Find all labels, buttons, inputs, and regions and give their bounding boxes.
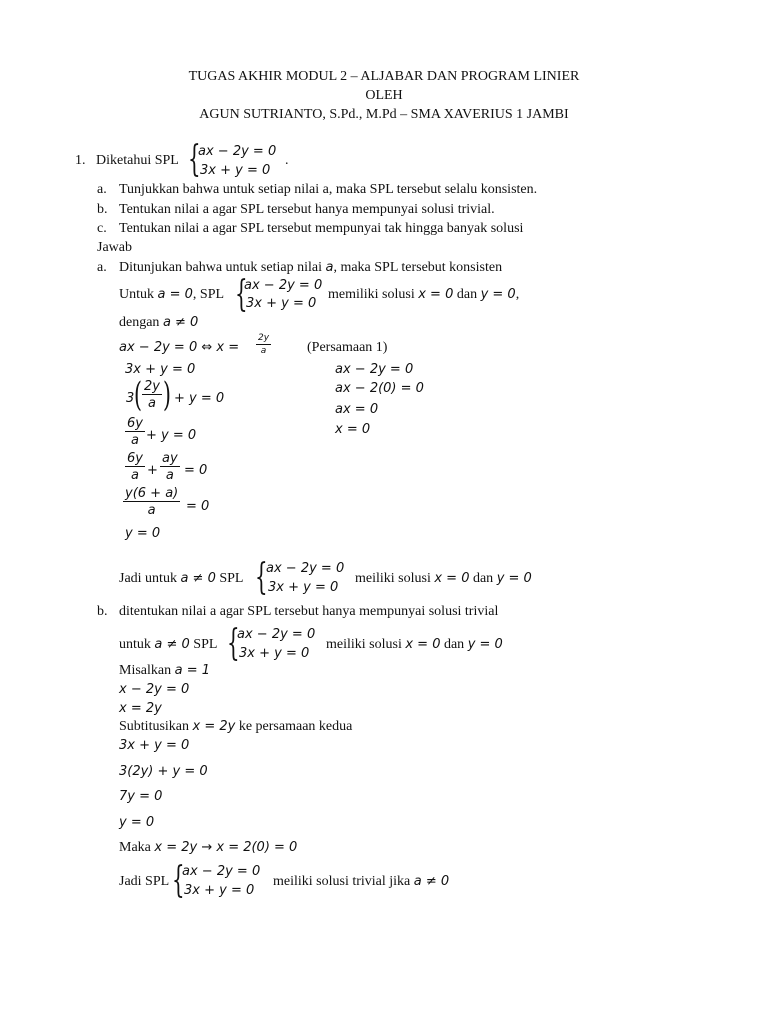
step-5-rest: = 0 (186, 499, 210, 514)
jadi-b-solution: meiliki solusi trivial jika a ≠ 0 (273, 874, 450, 889)
step-4-fraction-2: $\frac{ay}{a}$ (162, 451, 178, 483)
untuk-line: Untuk a = 0, SPL (119, 287, 225, 302)
item-letter: b. (97, 202, 108, 217)
right-paren: ) (163, 375, 171, 415)
step-4-rest: = 0 (184, 463, 208, 478)
jadi-b-line: Jadi SPL (119, 874, 170, 889)
dengan-line: dengan a ≠ 0 (119, 315, 199, 330)
persamaan-label: (Persamaan 1) (307, 340, 388, 355)
title-line-3: AGUN SUTRIANTO, S.Pd., M.Pd – SMA XAVERIUS 1 JAMBI (199, 107, 569, 122)
item-text: Tentukan nilai a agar SPL tersebut mempunyai tak hingga banyak solusi (119, 221, 524, 236)
left-brace: { (255, 557, 268, 598)
item-text: Tentukan nilai a agar SPL tersebut hanya mempunyai solusi trivial. (119, 202, 495, 217)
b-line-5: 7y = 0 (119, 789, 163, 804)
left-brace: { (227, 623, 240, 664)
step-4-plus: + (147, 463, 158, 478)
part-b-heading: ditentukan nilai a agar SPL tersebut hanya mempunyai solusi trivial (119, 604, 499, 619)
part-a-heading: Ditunjukan bahwa untuk setiap nilai a, maka SPL tersebut konsisten (119, 260, 503, 275)
step-2-rest: + y = 0 (174, 391, 225, 406)
left-paren: ( (134, 375, 142, 415)
step-2-fraction: $\frac{2y}{a}$ (144, 379, 160, 411)
right-step: ax − 2(0) = 0 (335, 381, 424, 396)
right-step: x = 0 (335, 422, 371, 437)
spl-equation-2: 3x + y = 0 (184, 883, 255, 898)
intro-period: . (285, 153, 289, 168)
spl-equation-1: ax − 2y = 0 (182, 864, 261, 879)
title-line-1: TUGAS AKHIR MODUL 2 – ALJABAR DAN PROGRAM LINIER (188, 69, 580, 84)
fraction-2y-over-a: $\frac{2y}{a}$ (258, 333, 270, 356)
spl-equation-1: ax − 2y = 0 (237, 627, 316, 642)
spl-equation-2: 3x + y = 0 (239, 646, 310, 661)
b-line-1: x − 2y = 0 (119, 682, 190, 697)
step-2-coef: 3 (126, 391, 135, 406)
step-1: 3x + y = 0 (125, 362, 196, 377)
step-3-fraction: $\frac{6y}{a}$ (127, 416, 143, 448)
answer-label: Jawab (97, 240, 132, 255)
subtitusikan-line: Subtitusikan x = 2y ke persamaan kedua (119, 719, 353, 734)
left-brace: { (188, 139, 201, 180)
spl-equation-2: 3x + y = 0 (200, 163, 271, 178)
part-a-letter: a. (97, 260, 107, 275)
untuk-solution: memiliki solusi x = 0 dan y = 0, (328, 287, 520, 302)
right-step: ax − 2y = 0 (335, 362, 414, 377)
step-5-fraction: $\frac{y(6 + a)}{a}$ (125, 486, 179, 518)
equivalence-line: ax − 2y = 0 ⇔ x = (119, 340, 240, 355)
item-letter: c. (97, 221, 107, 236)
part-b-letter: b. (97, 604, 108, 619)
b-line-6: y = 0 (119, 815, 155, 830)
item-text: Tunjukkan bahwa untuk setiap nilai a, maka SPL tersebut selalu konsisten. (119, 182, 538, 197)
untuk-b-line: untuk a ≠ 0 SPL (119, 637, 218, 652)
item-letter: a. (97, 182, 107, 197)
jadi-a-line: Jadi untuk a ≠ 0 SPL (119, 571, 244, 586)
spl-equation-1: ax − 2y = 0 (198, 144, 277, 159)
left-brace: { (235, 274, 248, 315)
spl-equation-1: ax − 2y = 0 (244, 278, 323, 293)
step-6: y = 0 (125, 526, 161, 541)
spl-equation-2: 3x + y = 0 (268, 580, 339, 595)
b-line-3: 3x + y = 0 (119, 738, 190, 753)
question-number: 1. (75, 153, 86, 168)
left-brace: { (172, 860, 185, 901)
maka-line: Maka x = 2y → x = 2(0) = 0 (119, 840, 298, 855)
title-line-2: OLEH (365, 88, 403, 103)
spl-equation-2: 3x + y = 0 (246, 296, 317, 311)
right-step: ax = 0 (335, 402, 379, 417)
b-line-2: x = 2y (119, 701, 162, 716)
step-3-rest: + y = 0 (146, 428, 197, 443)
misalkan-line: Misalkan a = 1 (119, 663, 211, 678)
question-intro: Diketahui SPL (96, 153, 179, 168)
spl-equation-1: ax − 2y = 0 (266, 561, 345, 576)
step-4-fraction-1: $\frac{6y}{a}$ (127, 451, 143, 483)
b-line-4: 3(2y) + y = 0 (119, 764, 208, 779)
untuk-b-solution: meiliki solusi x = 0 dan y = 0 (326, 637, 503, 652)
jadi-a-solution: meiliki solusi x = 0 dan y = 0 (355, 571, 532, 586)
